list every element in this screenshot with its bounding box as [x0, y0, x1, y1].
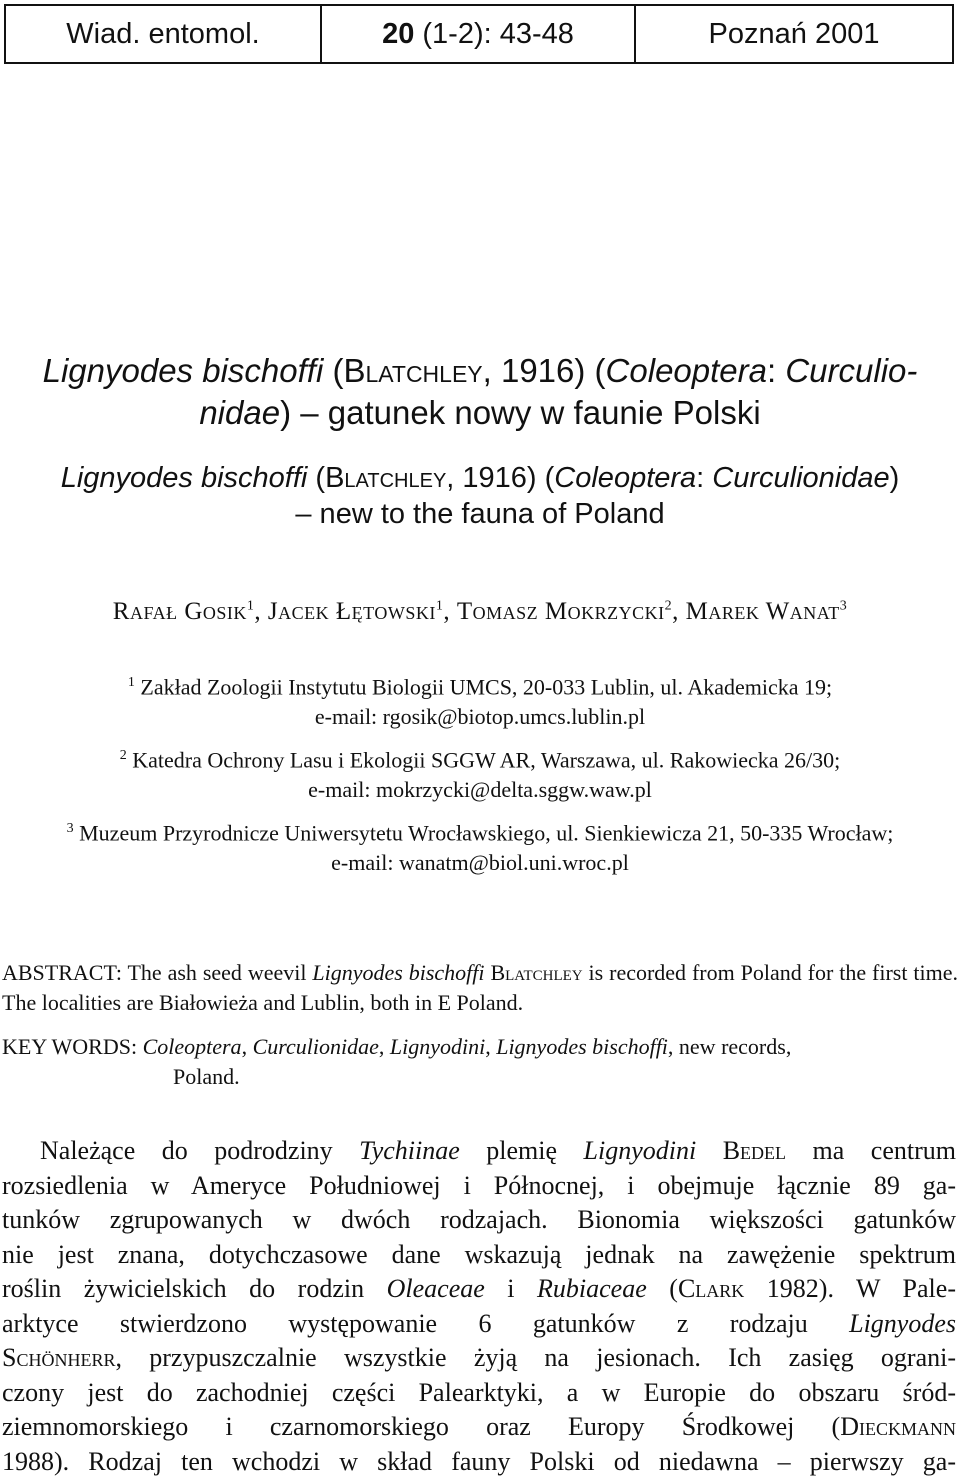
- title-author: Blatchley: [343, 352, 483, 389]
- affiliation-3: [0, 814, 960, 878]
- abstract-author: Blatchley: [490, 960, 583, 985]
- affiliation-number: 3: [66, 821, 74, 836]
- keywords-label: KEY WORDS:: [2, 1034, 138, 1059]
- body-line: czony jest do zachodniej części Palearktyki, a w Europie do obszaru śród-: [2, 1377, 956, 1407]
- abstract-species: Lignyodes bischoffi: [312, 960, 485, 985]
- keywords: KEY WORDS: Coleoptera, Curculionidae, Lignyodini, Lignyodes bischoffi, new records, Poland.: [2, 1032, 958, 1092]
- affiliation-email: e-mail: wanatm@biol.uni.wroc.pl: [331, 850, 629, 876]
- taxon-name: Lignyodes: [849, 1308, 956, 1338]
- title-polish-line1: [20, 350, 940, 392]
- title-family: Curculionidae: [712, 462, 890, 494]
- affiliation-number: 1: [127, 675, 135, 690]
- affiliation-email: e-mail: rgosik@biotop.umcs.lublin.pl: [314, 704, 646, 730]
- body-text-run: 1982). W Pale-: [744, 1274, 956, 1303]
- title-text: :: [767, 352, 786, 389]
- body-text-run: roślin żywicielskich do rodzin: [2, 1274, 387, 1303]
- author-affil-number: 2: [664, 598, 673, 614]
- author-name: Tomasz Mokrzycki: [456, 598, 665, 625]
- journal-volume-cell: [322, 6, 636, 62]
- author-name: Rafał Gosik: [112, 598, 247, 625]
- title-english: [20, 460, 940, 532]
- title-english-line2: – new to the fauna of Poland: [295, 498, 665, 530]
- body-text-run: Należące do podrodziny: [40, 1136, 360, 1165]
- body-line: [2, 1410, 956, 1445]
- body-line: [2, 1341, 956, 1376]
- body-line: 1988). Rodzaj ten wchodzi w skład fauny Polski od niedawna – pierwszy ga-: [2, 1446, 956, 1476]
- affiliation-address: Zakład Zoologii Instytutu Biologii UMCS, 20-033 Lublin, ul. Akademicka 19;: [140, 674, 833, 700]
- title-text: (: [307, 462, 326, 494]
- journal-header: [4, 4, 954, 64]
- journal-name: [6, 6, 322, 62]
- keyword: Curculionidae: [252, 1034, 379, 1059]
- keyword: Lignyodini: [389, 1034, 486, 1059]
- affiliation-address: Muzeum Przyrodnicze Uniwersytetu Wrocławskiego, ul. Sienkiewicza 21, 50-335 Wrocław;: [79, 820, 894, 846]
- place-year-text: Poznań 2001: [708, 17, 880, 50]
- author-name: Marek Wanat: [685, 598, 840, 625]
- title-family: Curculio-: [785, 352, 918, 389]
- title-genus: Lignyodes bischoffi: [60, 462, 308, 494]
- author-affil-number: 3: [839, 598, 848, 614]
- title-genus: Lignyodes bischoffi: [42, 352, 324, 389]
- taxon-name: Rubiaceae: [537, 1274, 647, 1303]
- abstract-text: is recorded from Poland for the first time. The localities are Białowieża and Lublin, both in E Poland.: [2, 960, 958, 1015]
- body-text-run: plemię: [459, 1136, 584, 1165]
- affiliation-1: [0, 668, 960, 732]
- title-order: Coleoptera: [554, 462, 697, 494]
- title-text: , 1916) (: [446, 462, 555, 494]
- body-text-run: , przypuszczalnie wszystkie żyją na jesionach. Ich zasięg ograni-: [115, 1343, 956, 1372]
- title-text: ) – gatunek nowy w faunie Polski: [280, 394, 761, 431]
- place-year: [636, 6, 952, 62]
- title-polish: [20, 350, 940, 434]
- keyword: Lignyodes bischoffi: [496, 1034, 668, 1059]
- issue-pages: (1-2): 43-48: [422, 17, 574, 50]
- body-text-run: i: [484, 1274, 538, 1303]
- body-text-run: (: [646, 1274, 678, 1303]
- body-paragraph: [2, 1134, 956, 1479]
- taxon-author: Schönherr: [2, 1343, 116, 1372]
- title-order: Coleoptera: [605, 352, 767, 389]
- volume-number: 20: [382, 17, 415, 50]
- author-name: Jacek Łętowski: [267, 598, 436, 625]
- body-line: [2, 1307, 956, 1342]
- body-text-run: ma centrum: [786, 1136, 956, 1165]
- taxon-name: Tychiinae: [359, 1136, 460, 1165]
- author-list: Rafał Gosik$^1$, Jacek Łętowski$^1$, Tomasz Mokrzycki$^2$, Marek Wanat$^3$: [112, 598, 848, 625]
- body-text-run: ziemnomorskiego i czarnomorskiego oraz Europy Środkowej (: [2, 1412, 841, 1441]
- taxon-name: Lignyodini: [583, 1136, 697, 1165]
- keyword-text: , new records,: [667, 1034, 792, 1059]
- affiliation-number: 2: [119, 748, 127, 763]
- abstract-label: ABSTRACT:: [2, 960, 122, 985]
- abstract-text: The ash seed weevil: [121, 960, 313, 985]
- body-text-run: arktyce stwierdzono występowanie 6 gatunków z rodzaju: [2, 1308, 850, 1338]
- affiliation-2: [0, 741, 960, 805]
- title-family: nidae: [199, 394, 281, 431]
- author-affil-number: 1: [435, 598, 444, 614]
- title-english-line1: [20, 460, 940, 496]
- body-line: [2, 1134, 956, 1169]
- title-author: Blatchley: [325, 462, 447, 494]
- abstract: [2, 958, 958, 1018]
- affiliation-email: e-mail: mokrzycki@delta.sggw.waw.pl: [308, 777, 652, 803]
- citation-author: Dieckmann: [840, 1412, 956, 1441]
- body-line: [2, 1272, 956, 1307]
- body-line: nie jest znana, dotychczasowe dane wskazują jednak na zawężenie spektrum: [2, 1239, 956, 1269]
- title-polish-line2: [20, 392, 940, 434]
- author-affil-number: 1: [246, 598, 255, 614]
- keyword: Coleoptera: [142, 1034, 242, 1059]
- affiliation-address: Katedra Ochrony Lasu i Ekologii SGGW AR, Warszawa, ul. Rakowiecka 26/30;: [132, 747, 841, 773]
- body-line: rozsiedlenia w Ameryce Południowej i Północnej, i obejmuje łącznie 89 ga-: [2, 1170, 956, 1200]
- title-text: , 1916) (: [482, 352, 606, 389]
- taxon-author: Bedel: [722, 1136, 787, 1165]
- keyword: Poland.: [173, 1064, 240, 1089]
- journal-title: Wiad. entomol.: [66, 17, 260, 50]
- title-text: (: [323, 352, 344, 389]
- title-text: :: [696, 462, 713, 494]
- title-text: ): [889, 462, 900, 494]
- taxon-name: Oleaceae: [386, 1274, 485, 1303]
- body-line: tunków zgrupowanych w dwóch rodzajach. Bionomia większości gatunków: [2, 1205, 956, 1234]
- citation-author: Clark: [677, 1274, 745, 1303]
